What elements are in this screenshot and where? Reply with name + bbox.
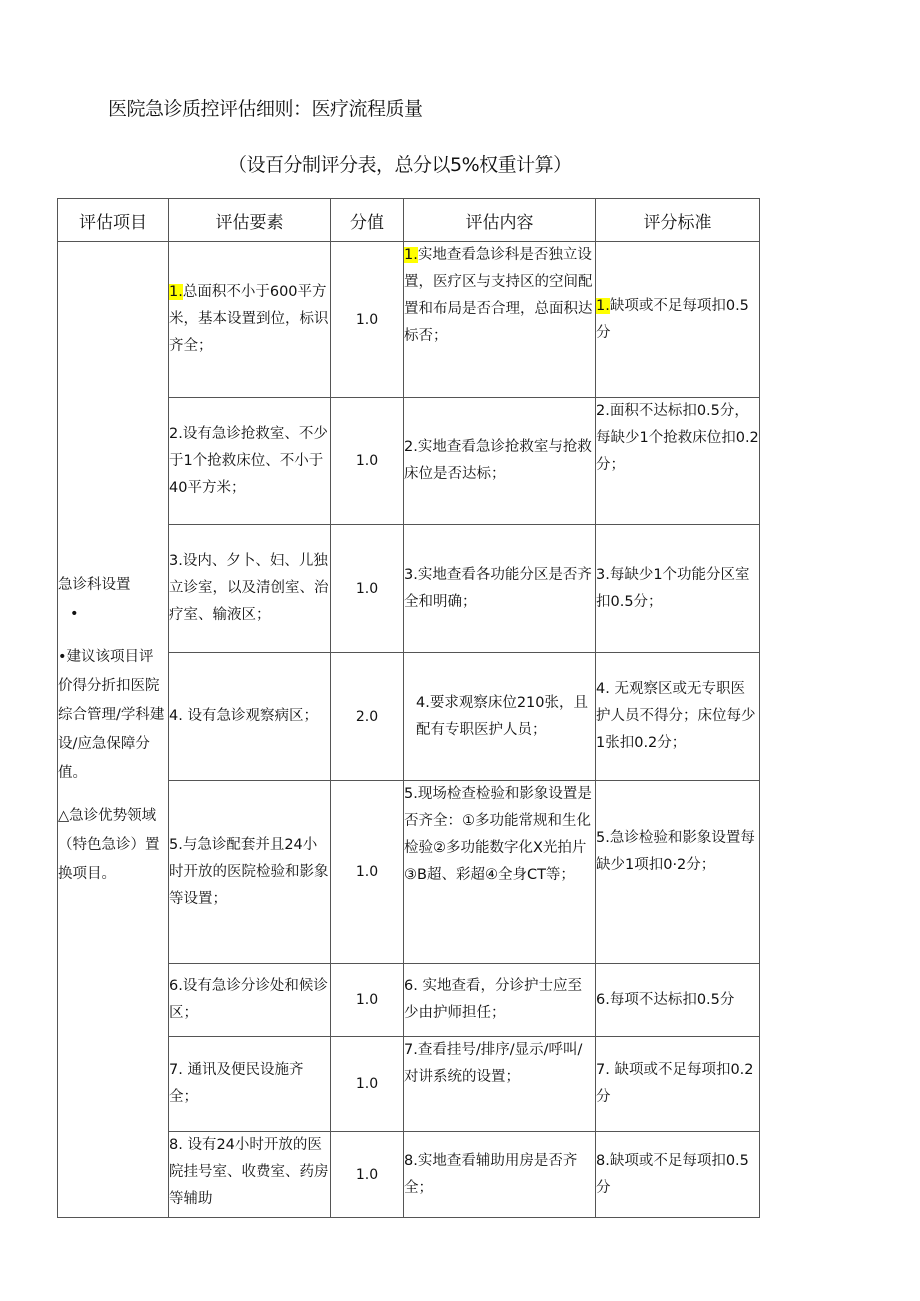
- element-cell: 1.总面积不小于600平方米，基本设置到位，标识齐全；: [169, 242, 331, 398]
- score-cell: 1.0: [331, 242, 404, 398]
- page-subtitle: （设百分制评分表，总分以5%权重计算）: [228, 154, 572, 176]
- standard-cell: 3.每缺少1个功能分区室扣0.5分；: [596, 525, 760, 653]
- table-header-row: [58, 199, 760, 242]
- category-cell: [58, 242, 169, 1218]
- content-cell: 6. 实地查看，分诊护士应至少由护师担任；: [404, 964, 596, 1037]
- content-cell: 4.要求观察床位210张，且配有专职医护人员；: [404, 653, 596, 781]
- score-cell: 1.0: [331, 964, 404, 1037]
- category-note: •建议该项目评价得分折扣医院综合管理/学科建设/应急保障分值。: [58, 648, 165, 781]
- score-cell: 1.0: [331, 525, 404, 653]
- standard-cell: 8.缺项或不足每项扣0.5分: [596, 1132, 760, 1218]
- score-cell: 2.0: [331, 653, 404, 781]
- score-cell: 1.0: [331, 781, 404, 964]
- content-cell: 8.实地查看辅助用房是否齐全；: [404, 1132, 596, 1218]
- element-cell: 2.设有急诊抢救室、不少于1个抢救床位、不小于40平方米；: [169, 398, 331, 525]
- evaluation-table: [57, 198, 760, 1218]
- score-cell: 1.0: [331, 1132, 404, 1218]
- element-cell: 8. 设有24小时开放的医院挂号室、收费室、药房等辅助: [169, 1132, 331, 1218]
- content-cell: 1.实地查看急诊科是否独立设置，医疗区与支持区的空间配置和布局是否合理，总面积达标否；: [404, 242, 596, 398]
- table-row: [58, 242, 760, 398]
- header-content: 评估内容: [404, 199, 596, 242]
- element-cell: 4. 设有急诊观察病区；: [169, 653, 331, 781]
- highlighted-number: 1.: [169, 284, 183, 300]
- element-cell: 3.设内、夕卜、妇、儿独立诊室，以及清创室、治疗室、输液区；: [169, 525, 331, 653]
- header-score: 分值: [331, 199, 404, 242]
- header-element: 评估要素: [169, 199, 331, 242]
- highlighted-number: 1.: [596, 297, 610, 314]
- content-cell: 7.查看挂号/排序/显示/呼叫/对讲系统的设置；: [404, 1037, 596, 1132]
- content-cell: 5.现场检查检验和影象设置是否齐全：①多功能常规和生化检验②多功能数字化X光拍片③B超、彩超④全身CT等；: [404, 781, 596, 964]
- score-cell: 1.0: [331, 398, 404, 525]
- page-title: 医院急诊质控评估细则：医疗流程质量: [108, 98, 423, 120]
- highlighted-number: 1.: [404, 247, 418, 263]
- standard-cell: 7. 缺项或不足每项扣0.2分: [596, 1037, 760, 1132]
- header-standard: 评分标准: [596, 199, 760, 242]
- header-item: 评估项目: [58, 199, 169, 242]
- standard-cell: 5.急诊检验和影象设置每缺少1项扣0·2分；: [596, 781, 760, 964]
- standard-cell: 1.缺项或不足每项扣0.5分: [596, 242, 760, 398]
- standard-cell: 2.面积不达标扣0.5分，每缺少1个抢救床位扣0.2分；: [596, 398, 760, 525]
- standard-cell: 6.每项不达标扣0.5分: [596, 964, 760, 1037]
- category-name: 急诊科设置: [58, 576, 131, 593]
- content-cell: 2.实地查看急诊抢救室与抢救床位是否达标；: [404, 398, 596, 525]
- element-cell: 6.设有急诊分诊处和候诊区；: [169, 964, 331, 1037]
- score-cell: 1.0: [331, 1037, 404, 1132]
- category-bullet: •: [70, 605, 79, 622]
- standard-cell: 4. 无观察区或无专职医护人员不得分；床位每少1张扣0.2分；: [596, 653, 760, 781]
- element-cell: 5.与急诊配套并且24小时开放的医院检验和影象等设置；: [169, 781, 331, 964]
- element-cell: 7. 通讯及便民设施齐全；: [169, 1037, 331, 1132]
- content-cell: 3.实地查看各功能分区是否齐全和明确；: [404, 525, 596, 653]
- category-note-2: △急诊优势领域（特色急诊）置换项目。: [58, 807, 160, 882]
